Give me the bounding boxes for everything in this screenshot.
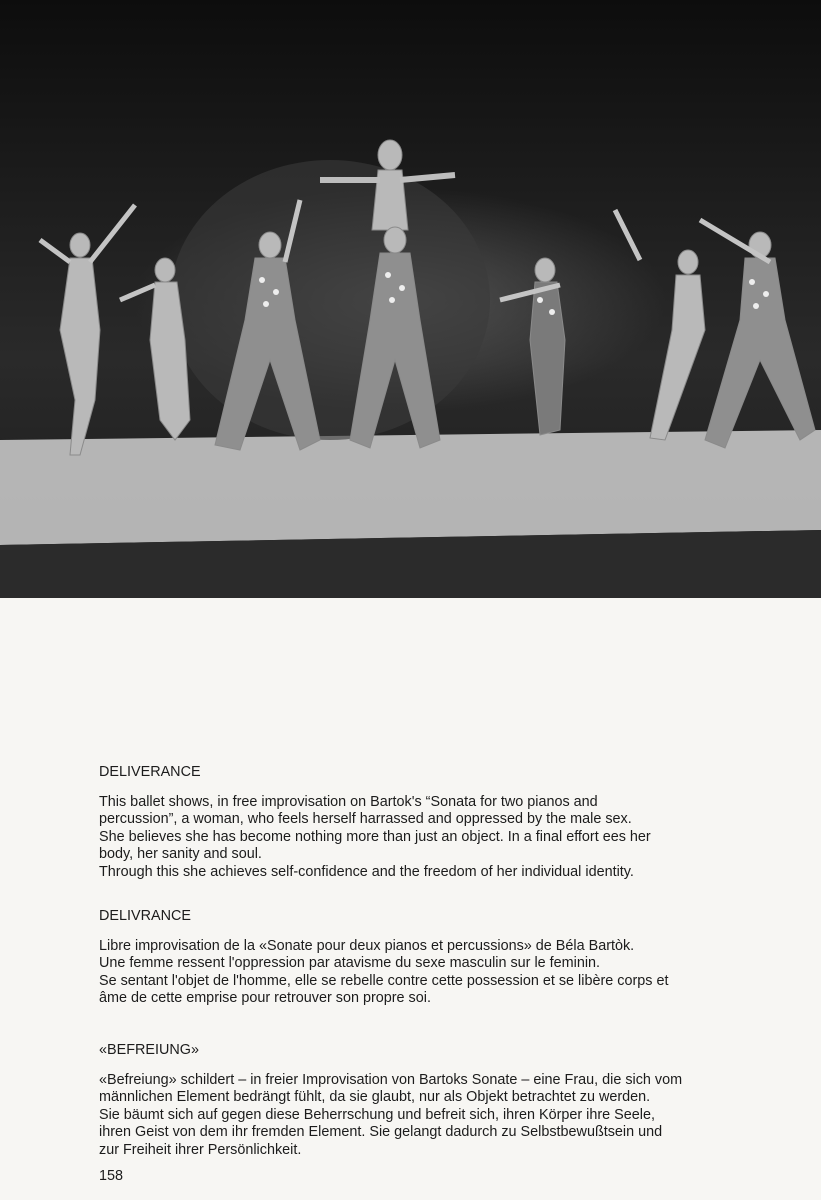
text-line: percussion”, a woman, who feels herself harrassed and oppressed by the male sex. xyxy=(99,811,632,827)
paragraph-english xyxy=(99,794,779,882)
section-heading-german: «BEFREIUNG» xyxy=(99,1042,199,1058)
text-line: She believes she has become nothing more than just an object. In a final effort ees her xyxy=(99,828,651,845)
text-line: Through this she achieves self-confidence and the freedom of her individual identity. xyxy=(99,863,634,880)
section-german xyxy=(99,1042,779,1159)
ballet-photograph-illustration xyxy=(0,0,821,598)
text-line: zur Freiheit ihrer Persönlichkeit. xyxy=(99,1141,302,1158)
text-line: body, her sanity and soul. xyxy=(99,846,262,862)
section-french xyxy=(99,908,779,1008)
text-line: Se sentant l'objet de l'homme, elle se rebelle contre cette possession et se libère corps et xyxy=(99,972,669,989)
section-heading-french: DELIVRANCE xyxy=(99,908,191,924)
text-line: Sie bäumt sich auf gegen diese Beherrschung und befreit sich, ihren Körper ihre Seele, xyxy=(99,1106,655,1123)
text-line: männlichen Element bedrängt fühlt, da sie glaubt, nur als Objekt betrachtet zu werden. xyxy=(99,1089,651,1105)
paragraph-french xyxy=(99,938,779,1008)
section-heading-english: DELIVERANCE xyxy=(99,764,201,780)
text-line: Libre improvisation de la «Sonate pour deux pianos et percussions» de Béla Bartòk. xyxy=(99,937,635,954)
ballet-photograph xyxy=(0,0,821,598)
section-english xyxy=(99,764,779,881)
text-line: ihren Geist von dem ihr fremden Element. Sie gelangt dadurch zu Selbstbewußtsein und xyxy=(99,1124,663,1140)
page-number: 158 xyxy=(99,1168,124,1184)
paragraph-german xyxy=(99,1072,779,1160)
text-line: âme de cette emprise pour retrouver son propre soi. xyxy=(99,990,431,1006)
text-line: «Befreiung» schildert – in freier Improvisation von Bartoks Sonate – eine Frau, die sich vom xyxy=(99,1071,683,1088)
text-line: This ballet shows, in free improvisation on Bartok's “Sonata for two pianos and xyxy=(99,793,598,810)
text-line: Une femme ressent l'oppression par atavisme du sexe masculin sur le feminin. xyxy=(99,955,601,971)
